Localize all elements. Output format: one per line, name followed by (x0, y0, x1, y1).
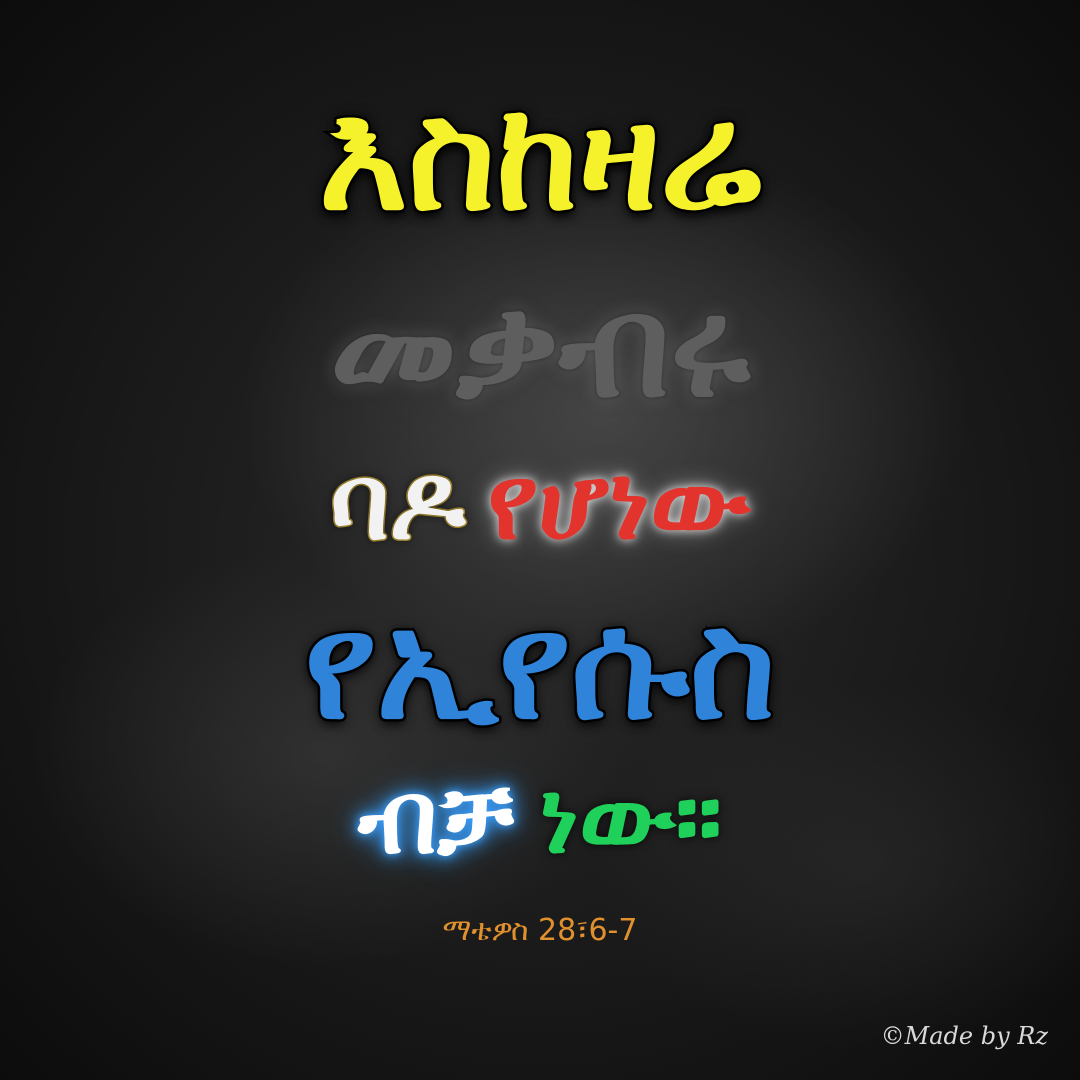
word-of-jesus: የኢየሱስ (304, 580, 776, 752)
word-until-today: እስከዛሬ (318, 70, 762, 244)
line-tomb (0, 266, 1080, 429)
word-that-is: የሆነው (487, 441, 751, 563)
line-of-jesus (0, 580, 1080, 752)
word-empty: ባዶ (329, 441, 466, 563)
line-until-today (0, 70, 1080, 244)
word-tomb: መቃብሩ (330, 266, 750, 429)
bible-reference: ማቴዎስ 28፣6-7 (442, 913, 638, 948)
signature: ©Made by Rz (880, 1022, 1048, 1050)
word-is: ነው። (539, 759, 722, 876)
line-empty-that-is (0, 441, 1080, 563)
line-reference (0, 913, 1080, 948)
line-only-is (0, 759, 1080, 876)
word-only: ብቻ (358, 759, 514, 876)
